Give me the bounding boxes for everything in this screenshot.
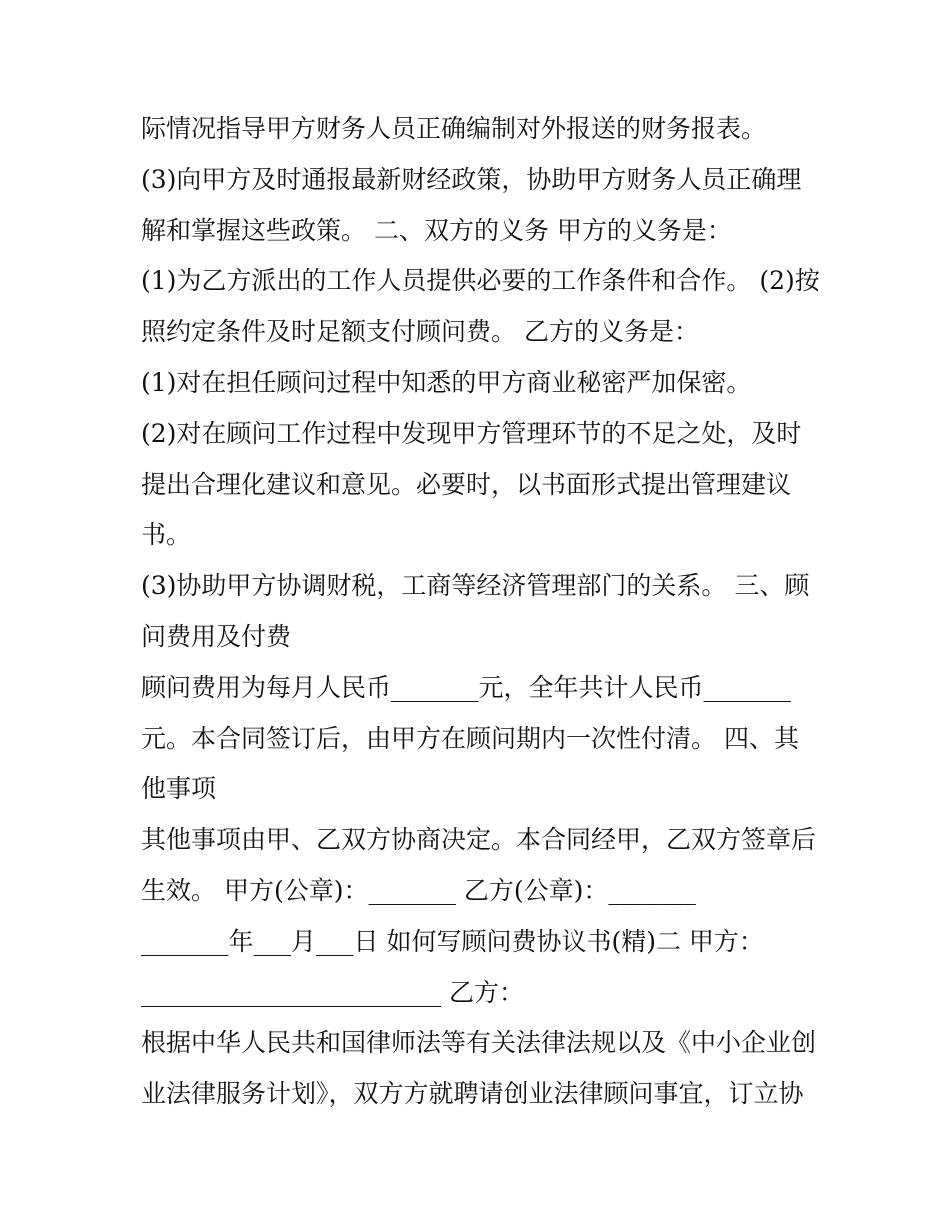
text-line: 顾问费用为每月人民币_______元，全年共计人民币_______ [141, 672, 792, 702]
text-line: 照约定条件及时足额支付顾问费。 乙方的义务是： [141, 317, 699, 347]
text-line: 问费用及付费 [141, 621, 292, 651]
text-line: 他事项 [141, 774, 217, 804]
text-line: 生效。 甲方(公章)：_______ 乙方(公章)：_______ [141, 875, 696, 905]
text-line: ________________________ 乙方： [141, 977, 524, 1007]
text-line: 业法律服务计划》，双方方就聘请创业法律顾问事宜，订立协 [141, 1079, 804, 1109]
text-line: 提出合理化建议和意见。必要时，以书面形式提出管理建议 [141, 469, 792, 499]
text-line: (1)对在担任顾问过程中知悉的甲方商业秘密严加保密。 [141, 367, 752, 397]
text-line: 根据中华人民共和国律师法等有关法律法规以及《中小企业创 [141, 1028, 817, 1058]
text-line: 际情况指导甲方财务人员正确编制对外报送的财务报表。 [141, 114, 767, 143]
text-line: 解和掌握这些政策。 二、双方的义务 甲方的义务是： [141, 215, 732, 245]
text-line: (3)协助甲方协调财税，工商等经济管理部门的关系。 三、顾 [141, 571, 810, 601]
text-line: (3)向甲方及时通报最新财经政策，协助甲方财务人员正确理 [141, 164, 802, 194]
text-line: 元。本合同签订后，由甲方在顾问期内一次性付清。 四、其 [141, 723, 799, 753]
text-line: (1)为乙方派出的工作人员提供必要的工作条件和合作。 (2)按 [141, 266, 820, 296]
text-line: 书。 [141, 520, 192, 550]
text-line: _______年___月___日 如何写顾问费协议书(精)二 甲方： [141, 926, 764, 956]
text-line: 其他事项由甲、乙双方协商决定。本合同经甲，乙双方签章后 [141, 825, 817, 855]
contract-body-text [141, 104, 831, 1120]
text-line: (2)对在顾问工作过程中发现甲方管理环节的不足之处，及时 [141, 418, 802, 448]
